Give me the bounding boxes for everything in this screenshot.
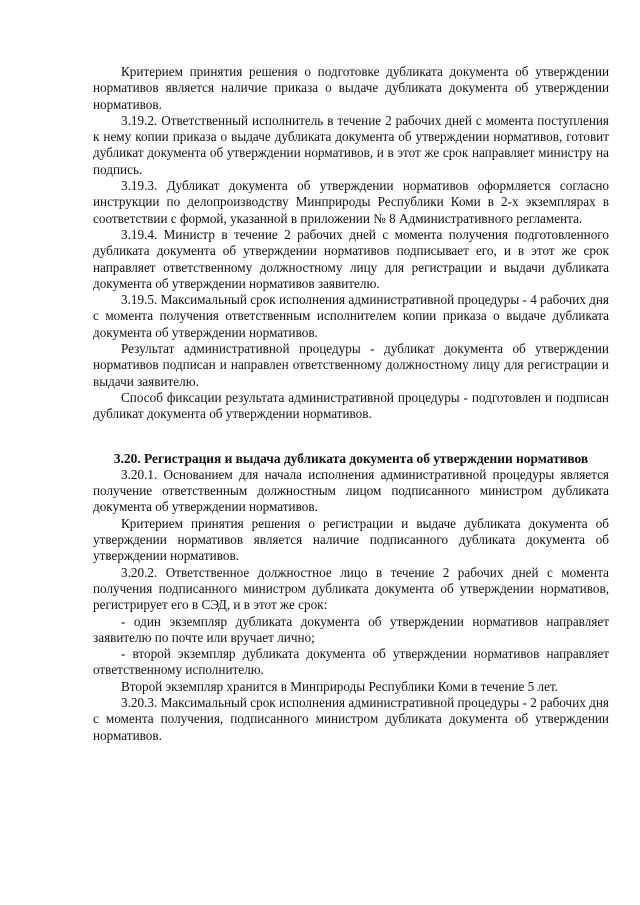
section-heading-3-20: 3.20. Регистрация и выдача дубликата документа об утверждении нормативов xyxy=(113,450,589,466)
paragraph-criterion-3-20: Критерием принятия решения о регистрации и выдаче дубликата документа об утверждении нормативов является наличие подписанного дубликата документа об утверждении нормативов. xyxy=(93,515,609,564)
paragraph-3-20-1: 3.20.1. Основанием для начала исполнения административной процедуры является получение ответственным должностным лицом подписанного министром дубликата документа об утверждении нормативов. xyxy=(93,466,609,515)
paragraph-fixation-3-19: Способ фиксации результата административной процедуры - подготовлен и подписан дубликат документа об утверждении нормативов. xyxy=(93,389,609,422)
list-item-second-copy: - второй экземпляр дубликата документа об утверждении нормативов направляет ответственному исполнителю. xyxy=(93,646,609,678)
paragraph-result-3-19: Результат административной процедуры - дубликат документа об утверждении нормативов подписан и направлен ответственному должностному лицу для регистрации и выдачи заявителю. xyxy=(93,341,609,389)
paragraph-3-19-5: 3.19.5. Максимальный срок исполнения административной процедуры - 4 рабочих дня с момента получения ответственным исполнителем копии приказа о выдаче дубликата документа об утверждении нормативов. xyxy=(93,292,609,340)
paragraph-3-19-2: 3.19.2. Ответственный исполнитель в течение 2 рабочих дней с момента поступления к нему копии приказа о выдаче дубликата документа об утверждении нормативов, готовит дубликат документа об утверждении нормативов, и в этот же срок направляет министру на подпись. xyxy=(93,112,609,177)
document-body xyxy=(93,64,609,744)
list-item-first-copy: - один экземпляр дубликата документа об утверждении нормативов направляет заявителю по почте или вручает лично; xyxy=(93,613,609,645)
paragraph-criterion-3-19: Критерием принятия решения о подготовке дубликата документа об утверждении нормативов является наличие приказа о выдаче дубликата документа об утверждении нормативов. xyxy=(93,64,609,112)
paragraph-3-20-2: 3.20.2. Ответственное должностное лицо в течение 2 рабочих дней с момента получения подписанного министром дубликата документа об утверждении нормативов, регистрирует его в СЭД, и в этот же срок: xyxy=(93,564,609,613)
paragraph-3-19-4: 3.19.4. Министр в течение 2 рабочих дней с момента получения подготовленного дубликата документа об утверждении нормативов подписывает его, и в этот же срок направляет ответственному должностному лицу для регистрации и выдачи дубликата документа об утверждении нормативов заявителю. xyxy=(93,226,609,291)
paragraph-storage: Второй экземпляр хранится в Минприроды Республики Коми в течение 5 лет. xyxy=(121,678,559,694)
paragraph-3-20-3: 3.20.3. Максимальный срок исполнения административной процедуры - 2 рабочих дня с момента получения, подписанного министром дубликата документа об утверждении нормативов. xyxy=(93,694,609,743)
paragraph-3-19-3: 3.19.3. Дубликат документа об утверждении нормативов оформляется согласно инструкции по делопроизводству Минприроды Республики Коми в 2-х экземплярах в соответствии с формой, указанной в приложении № 8 Административного регламента. xyxy=(93,178,609,226)
